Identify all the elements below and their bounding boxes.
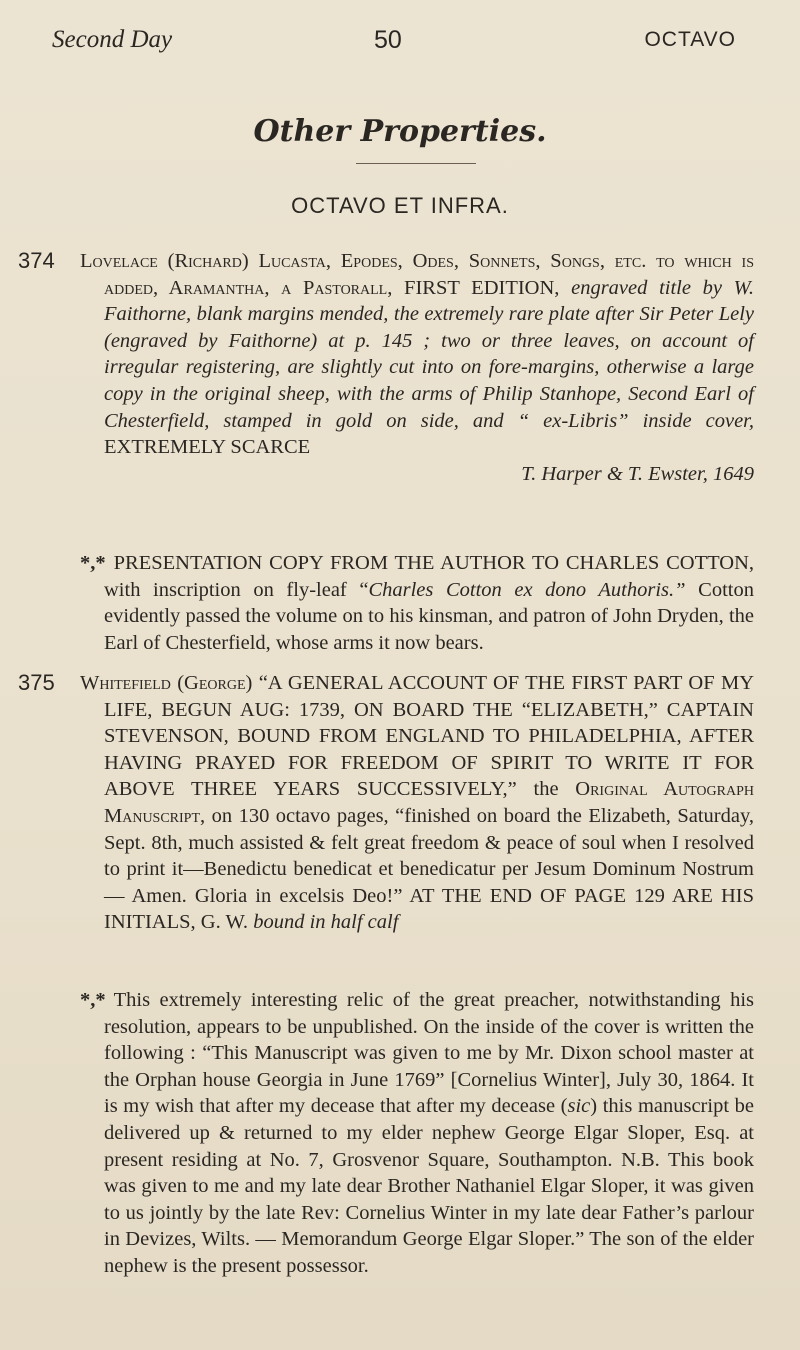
lot-rarity: EXTREMELY SCARCE xyxy=(104,436,311,459)
page-title: Other Properties. xyxy=(253,114,547,149)
page-number: 50 xyxy=(374,26,402,54)
title-divider xyxy=(356,163,476,164)
lot-title: “A GENERAL ACCOUNT OF THE FIRST PART OF MY LIFE, BEGUN AUG: 1739, ON BOARD THE “ELIZABETH,” CAPTAIN STEVENSON, BOUND FROM ENGLAND TO PHILADELPHIA, AFTER HAVING PRAYED FOR FREEDOM OF SPIRIT TO WRITE IT FOR ABOVE THREE YEARS SUCCESSIVELY,” xyxy=(104,672,754,801)
lot-initials: AT THE END OF PAGE 129 ARE HIS INITIALS, G. W. xyxy=(104,884,754,934)
note-text-continued: ) this manuscript be delivered up & returned to my elder nephew George Elgar Sloper, Esq. at present residing at No. 7, Grosvenor Square, Southampton. N.B. This book was given to me and my late dear Brother Nathaniel Elgar Sloper, it was given to us jointly by the late Rev: Cornelius Winter in my late dear Father’s parlour in Devizes, Wilts. — Memorandum George Elgar Sloper.” The son of the elder nephew is the present possessor. xyxy=(104,1095,754,1277)
lot-number: 374 xyxy=(18,248,55,273)
note-presentation: PRESENTATION COPY FROM THE AUTHOR TO CHARLES COTTON, xyxy=(113,552,754,574)
lot-author: Whitefield (George) xyxy=(80,672,253,694)
section-subtitle: OCTAVO ET INFRA. xyxy=(291,193,509,218)
lot-description xyxy=(80,248,754,487)
lot-text-continued: , on 130 octavo pages, “finished on board the Elizabeth, Saturday, Sept. 8th, much assisted & felt great freedom & peace of soul when I resolved to print it—Benedictu benedicat et benedicatur per Jesum Dominum Nostrum — Amen. Gloria in excelsis Deo!” xyxy=(104,804,754,907)
lot-binding: bound in half calf xyxy=(248,911,399,934)
lot-description xyxy=(80,670,754,936)
lot-separator: , xyxy=(554,276,572,299)
lot-note xyxy=(80,550,754,656)
lot-manuscript: Original Autograph Manuscript xyxy=(104,778,754,827)
lot-note xyxy=(80,987,754,1280)
lot-collation: engraved title by W. Faithorne, blank margins mended, the extremely rare plate after Sir Peter Lely (engraved by Faithorne) at p. 145 ; two or three leaves, on account of irregular registering, are slightly cut into on fore-margins, otherwise a large copy in the original sheep, with the arms of Philip Stanhope, Second Earl of Chesterfield, stamped in gold on side, and “ ex-Libris” inside cover, xyxy=(104,276,754,432)
lot-imprint: T. Harper & T. Ewster, 1649 xyxy=(521,462,754,485)
note-asterism: *,* xyxy=(80,552,106,574)
note-text: with inscription on fly-leaf “ xyxy=(104,578,369,601)
lot-author: Lovelace (Richard) xyxy=(80,250,249,272)
note-inscription: Charles Cotton ex dono Authoris.” xyxy=(368,578,686,601)
running-head-day: Second Day xyxy=(52,26,173,53)
note-asterism: *,* xyxy=(80,989,106,1011)
note-text-continued: Cotton evidently passed the volume on to his kinsman, and patron of John Dryden, the Earl of Chesterfield, whose arms it now bears. xyxy=(104,578,754,654)
lot-text: the xyxy=(516,778,576,801)
note-sic: sic xyxy=(567,1095,591,1118)
lot-title: Lucasta, Epodes, Odes, Sonnets, Songs, etc. to which is added, Aramantha, a Pastorall, xyxy=(104,250,755,299)
note-text: This extremely interesting relic of the great preacher, notwithstanding his resolution, appears to be unpublished. On the inside of the cover is written the following : “This Manuscript was given to me by Mr. Dixon school master at the Orphan house Georgia in June 1769” [Cornelius Winter], July 30, 1864. It is my wish that after my decease that after my decease ( xyxy=(104,989,754,1118)
running-head-section: OCTAVO xyxy=(644,28,736,51)
lot-edition: FIRST EDITION xyxy=(404,276,555,299)
running-head xyxy=(52,26,760,62)
lot-number: 375 xyxy=(18,670,55,695)
